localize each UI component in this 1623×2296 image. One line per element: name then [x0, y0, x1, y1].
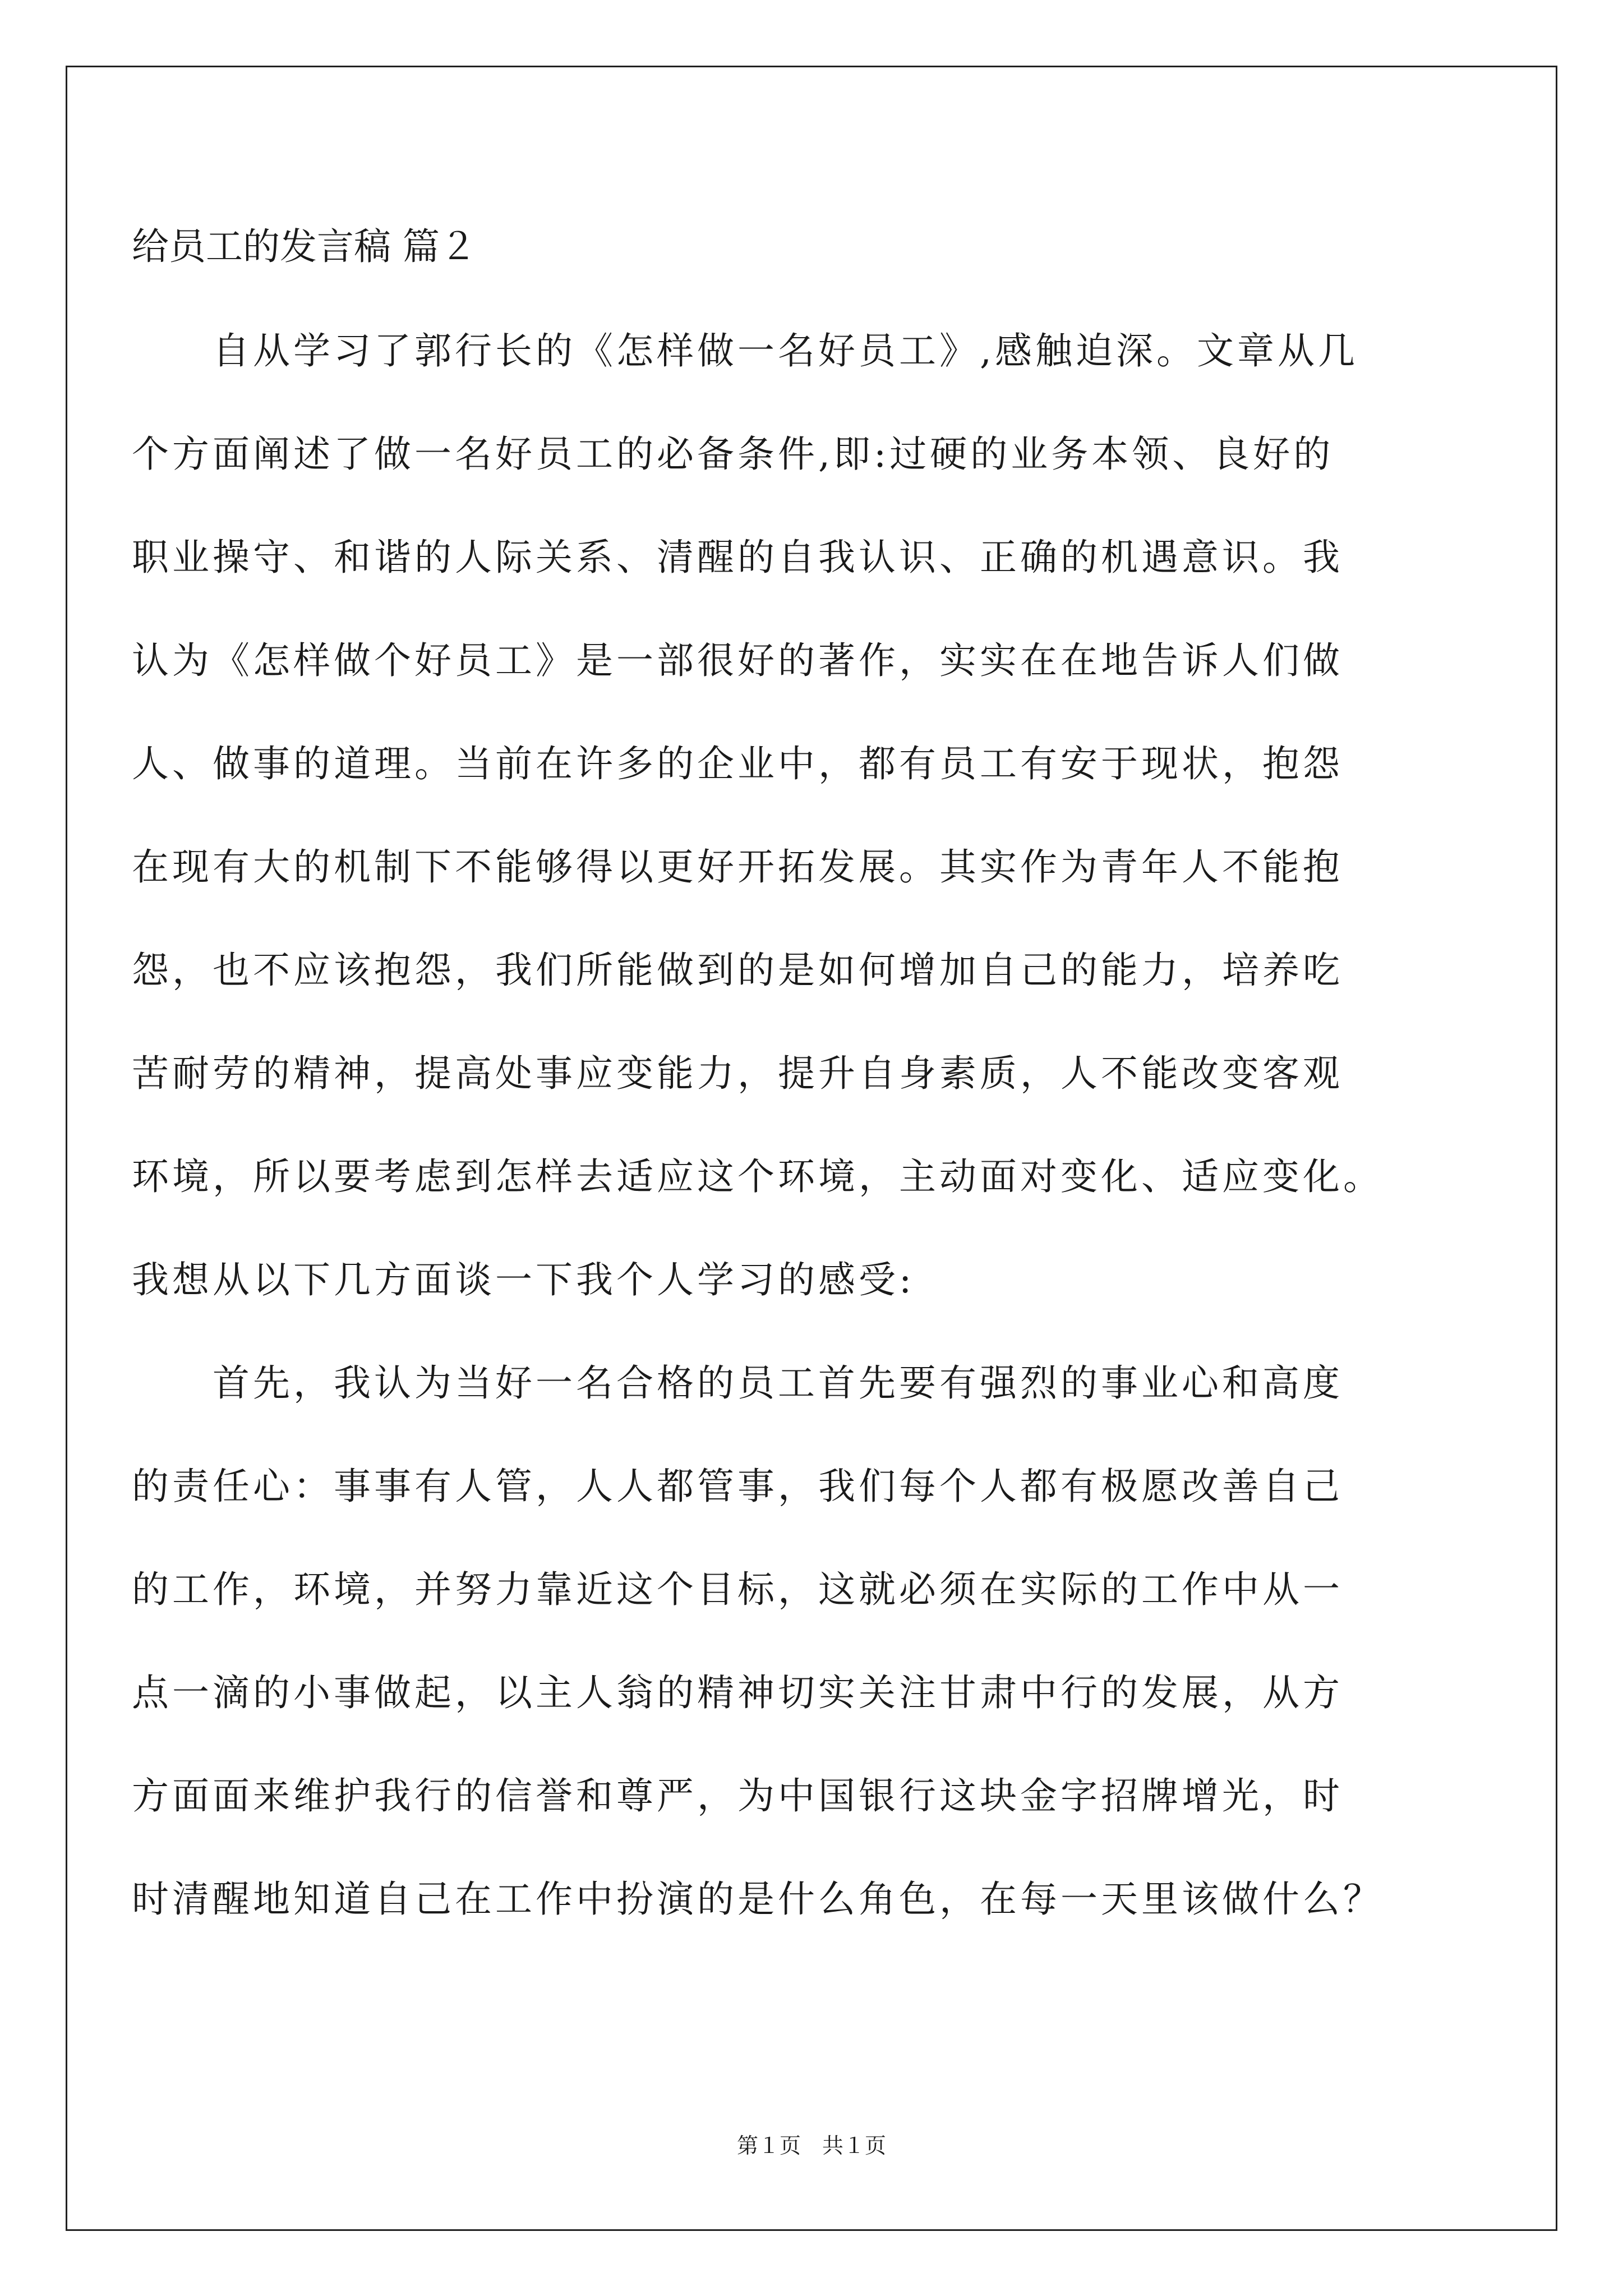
- paragraph-line: 在现有大的机制下不能够得以更好开拓发展。其实作为青年人不能抱: [132, 845, 1343, 889]
- paragraph-line: 点一滴的小事做起，以主人翁的精神切实关注甘肃中行的发展，从方: [132, 1671, 1343, 1714]
- paragraph-line: 的工作，环境，并努力靠近这个目标，这就必须在实际的工作中从一: [132, 1568, 1343, 1611]
- paragraph-line: 个方面阐述了做一名好员工的必备条件,即:过硬的业务本领、良好的: [132, 432, 1334, 476]
- paragraph-line: 职业操守、和谐的人际关系、清醒的自我认识、正确的机遇意识。我: [132, 536, 1343, 579]
- paragraph-line: 的责任心：事事有人管，人人都管事，我们每个人都有极愿改善自己: [132, 1465, 1343, 1508]
- paragraph-line: 方面面来维护我行的信誉和尊严，为中国银行这块金字招牌增光，时: [132, 1774, 1343, 1818]
- page-number-footer: 第１页 共１页: [736, 2133, 886, 2158]
- paragraph-line: 首先，我认为当好一名合格的员工首先要有强烈的事业心和高度: [132, 1361, 1343, 1405]
- paragraph-line: 人、做事的道理。当前在许多的企业中，都有员工有安于现状，抱怨: [132, 742, 1343, 785]
- document-title: 给员工的发言稿 篇２: [132, 225, 477, 268]
- paragraph-line: 自从学习了郭行长的《怎样做一名好员工》,感触迫深。文章从几: [132, 329, 1358, 372]
- paragraph-line: 环境，所以要考虑到怎样去适应这个环境，主动面对变化、适应变化。: [132, 1155, 1384, 1198]
- paragraph-line: 认为《怎样做个好员工》是一部很好的著作，实实在在地告诉人们做: [132, 639, 1343, 682]
- paragraph-line: 时清醒地知道自己在工作中扮演的是什么角色，在每一天里该做什么？: [132, 1878, 1384, 1921]
- paragraph-line: 我想从以下几方面谈一下我个人学习的感受:: [132, 1258, 915, 1301]
- paragraph-line: 怨，也不应该抱怨，我们所能做到的是如何增加自己的能力，培养吃: [132, 949, 1343, 992]
- paragraph-line: 苦耐劳的精神，提高处事应变能力，提升自身素质，人不能改变客观: [132, 1052, 1343, 1095]
